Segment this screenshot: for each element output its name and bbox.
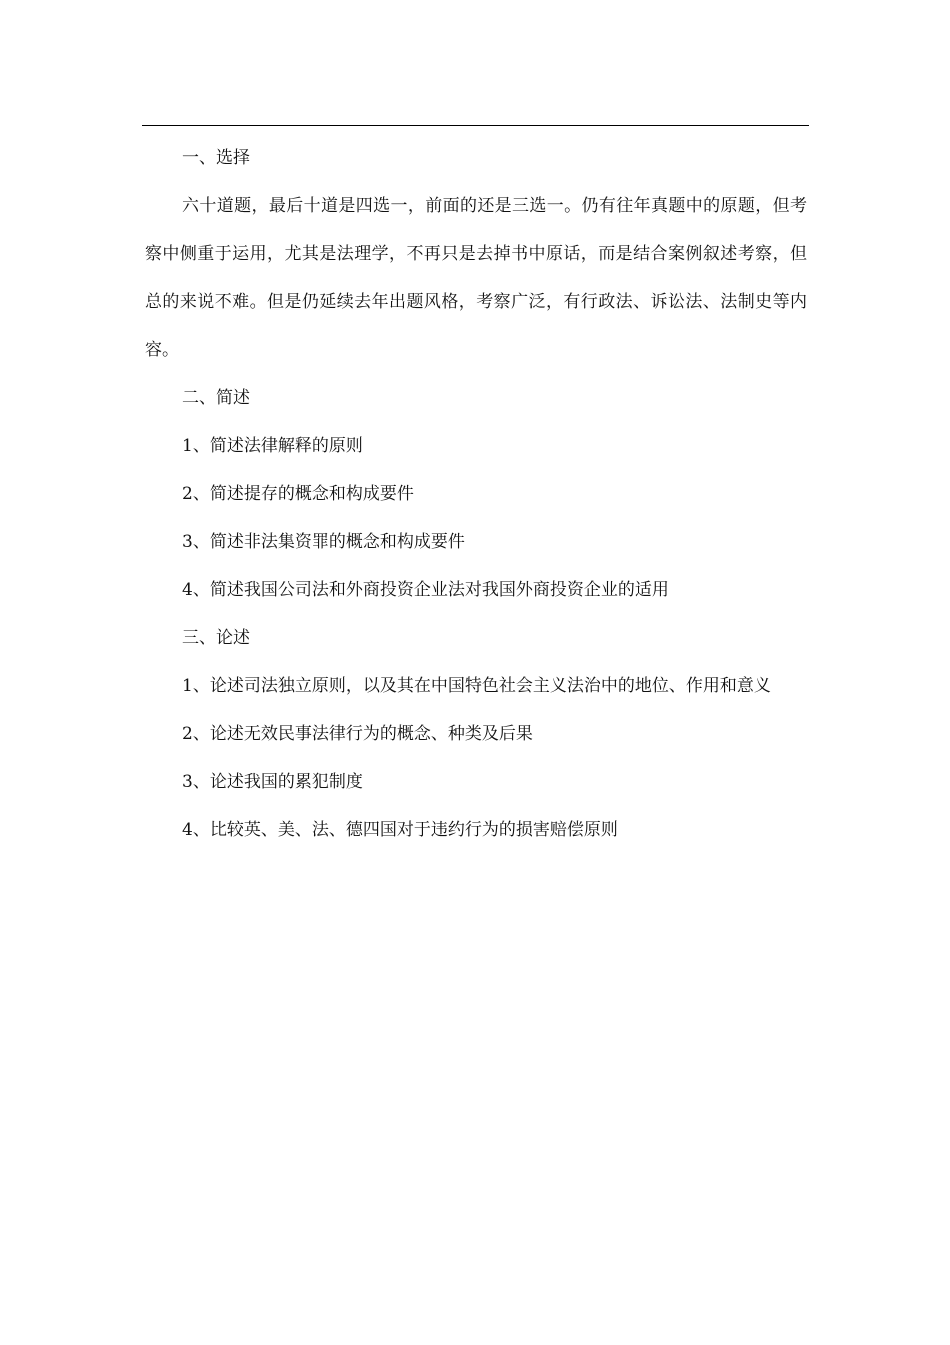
section-heading-essay: 三、论述: [182, 628, 250, 648]
section-heading-short-answer: 二、简述: [182, 388, 250, 408]
header-rule: [142, 125, 809, 126]
section-paragraph-choice: 六十道题，最后十道是四选一，前面的还是三选一。仍有往年真题中的原题，但考察中侧重于运用，尤其是法理学，不再只是去掉书中原话，而是结合案例叙述考察，但总的来说不难。但是仍延续去年出题风格，考察广泛，有行政法、诉讼法、法制史等内容。: [145, 196, 807, 360]
essay-item: 3、论述我国的累犯制度: [182, 772, 363, 792]
essay-item: 4、比较英、美、法、德四国对于违约行为的损害赔偿原则: [182, 820, 618, 840]
short-answer-item: 2、简述提存的概念和构成要件: [182, 484, 414, 504]
short-answer-item: 1、简述法律解释的原则: [182, 436, 363, 456]
essay-item: 1、论述司法独立原则，以及其在中国特色社会主义法治中的地位、作用和意义: [182, 676, 771, 696]
essay-item: 2、论述无效民事法律行为的概念、种类及后果: [182, 724, 533, 744]
short-answer-item: 4、简述我国公司法和外商投资企业法对我国外商投资企业的适用: [182, 580, 669, 600]
document-body: [145, 146, 807, 866]
section-heading-choice: 一、选择: [182, 148, 250, 168]
short-answer-item: 3、简述非法集资罪的概念和构成要件: [182, 532, 465, 552]
